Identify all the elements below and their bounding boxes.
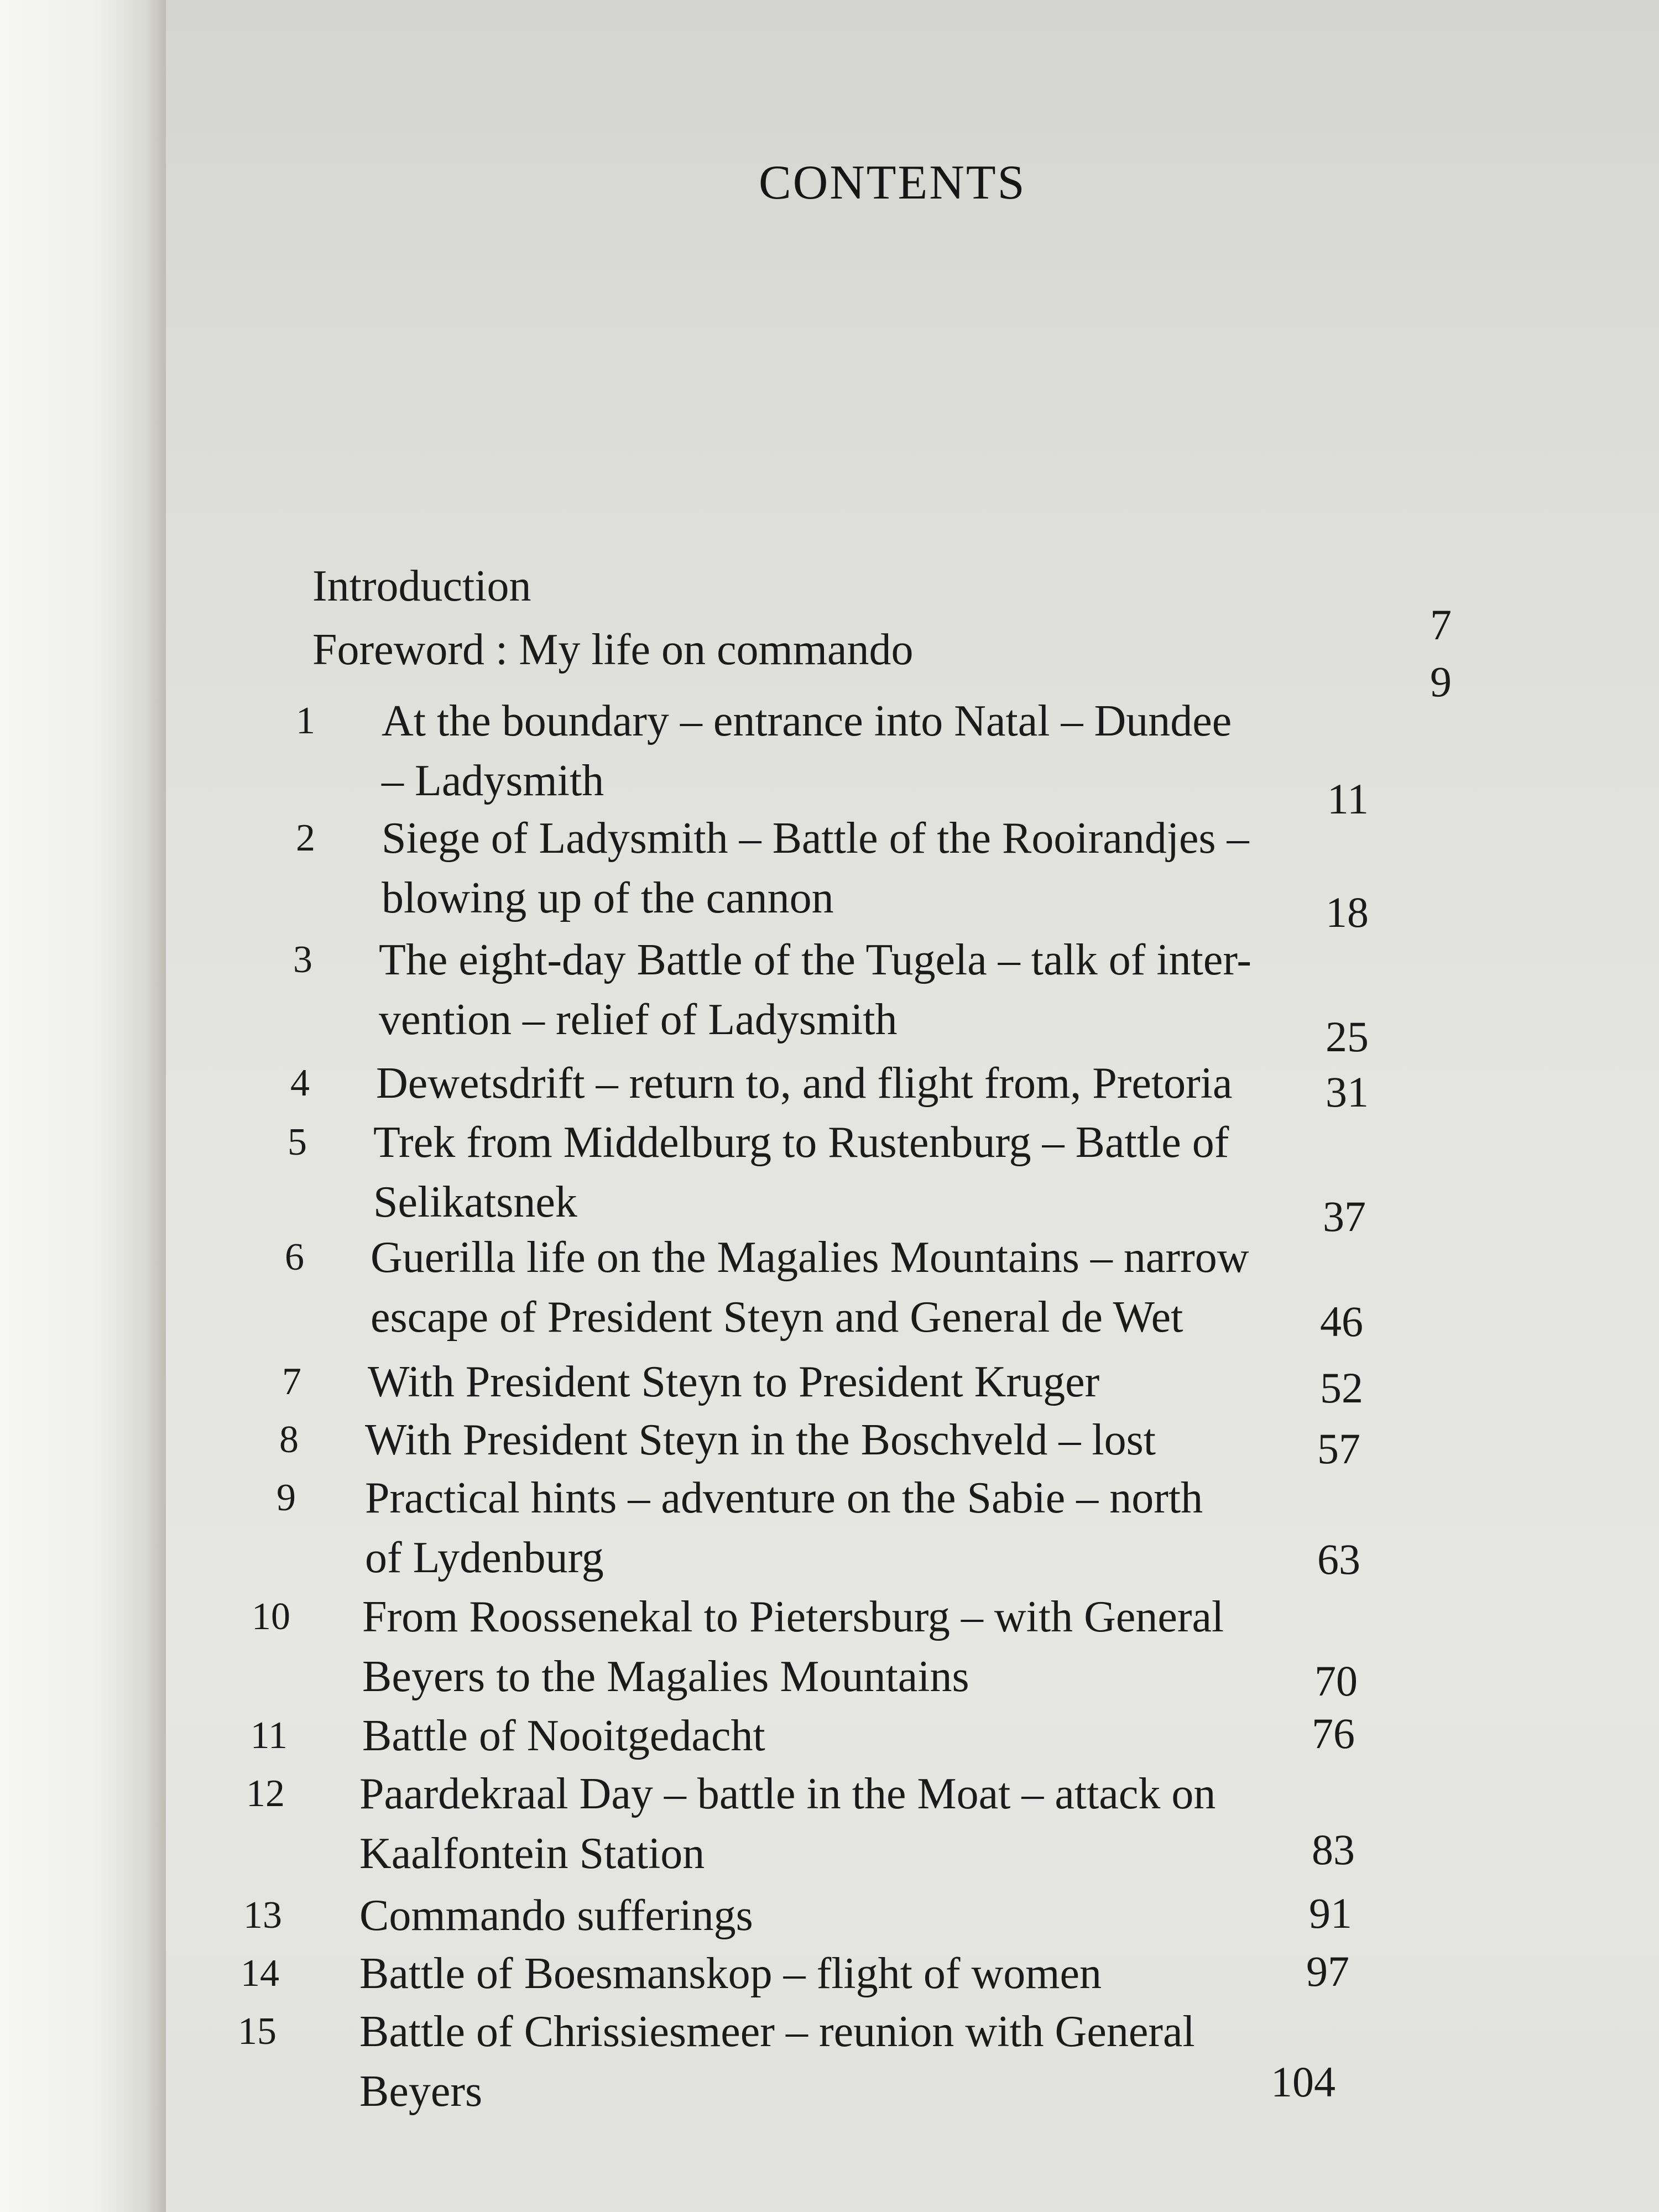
- chapter-title-line: blowing up of the cannon: [382, 874, 834, 922]
- chapter-title-line: Selikatsnek: [373, 1178, 577, 1227]
- chapter-number: 12: [246, 1772, 285, 1815]
- chapter-title-line: From Roossenekal to Pietersburg – with General: [362, 1593, 1224, 1641]
- chapter-number: 2: [296, 817, 315, 859]
- chapter-number: 15: [238, 2010, 276, 2053]
- introduction-title: Introduction: [312, 562, 531, 611]
- chapter-page-number: 37: [1323, 1192, 1366, 1240]
- introduction-page-number: 7: [1430, 601, 1452, 649]
- chapter-title-line: Trek from Middelburg to Rustenburg – Battle of: [373, 1118, 1229, 1167]
- chapter-number: 14: [241, 1952, 279, 1995]
- chapter-number: 11: [250, 1714, 288, 1757]
- chapter-title-line: Guerilla life on the Magalies Mountains – narrow: [371, 1233, 1249, 1282]
- chapter-page-number: 18: [1326, 888, 1369, 936]
- chapter-number: 8: [279, 1418, 299, 1461]
- chapter-title-line: Paardekraal Day – battle in the Moat – attack on: [359, 1770, 1216, 1818]
- chapter-number: 6: [285, 1236, 304, 1279]
- chapter-title-line: Practical hints – adventure on the Sabie – north: [365, 1474, 1203, 1522]
- chapter-page-number: 104: [1271, 2058, 1335, 2106]
- facing-page: [0, 0, 166, 2212]
- chapter-title-line: Beyers: [359, 2067, 483, 2116]
- chapter-title-line: Kaalfontein Station: [359, 1829, 705, 1878]
- chapter-number: 10: [252, 1595, 290, 1638]
- chapter-page-number: 57: [1317, 1425, 1360, 1473]
- chapter-title-line: Beyers to the Magalies Mountains: [362, 1652, 969, 1701]
- chapter-title-line: Dewetsdrift – return to, and flight from, Pretoria: [376, 1059, 1233, 1108]
- chapter-title-line: At the boundary – entrance into Natal – Dundee: [382, 697, 1232, 745]
- chapter-title-line: escape of President Steyn and General de Wet: [371, 1293, 1183, 1342]
- foreword-title: Foreword : My life on commando: [312, 625, 914, 674]
- chapter-page-number: 46: [1320, 1297, 1363, 1345]
- chapter-page-number: 11: [1327, 775, 1369, 823]
- chapter-number: 3: [293, 938, 312, 981]
- chapter-page-number: 91: [1309, 1889, 1352, 1937]
- chapter-number: 4: [290, 1062, 310, 1104]
- chapter-title-line: – Ladysmith: [382, 757, 604, 805]
- chapter-title-line: vention – relief of Ladysmith: [379, 995, 898, 1044]
- page-title: CONTENTS: [759, 156, 1026, 210]
- chapter-title-line: With President Steyn in the Boschveld – lost: [365, 1416, 1156, 1464]
- chapter-number: 7: [282, 1360, 301, 1403]
- chapter-title-line: Siege of Ladysmith – Battle of the Rooirandjes –: [382, 814, 1249, 863]
- chapter-title-line: Battle of Nooitgedacht: [362, 1712, 765, 1760]
- chapter-title-line: The eight-day Battle of the Tugela – talk of inter-: [379, 936, 1252, 984]
- chapter-number: 13: [243, 1894, 282, 1937]
- chapter-page-number: 63: [1317, 1535, 1360, 1583]
- chapter-page-number: 52: [1320, 1364, 1363, 1412]
- chapter-number: 9: [276, 1477, 296, 1519]
- chapter-title-line: Battle of Chrissiesmeer – reunion with General: [359, 2007, 1195, 2056]
- chapter-title-line: of Lydenburg: [365, 1533, 604, 1582]
- chapter-page-number: 70: [1314, 1657, 1358, 1705]
- chapter-page-number: 76: [1312, 1709, 1355, 1757]
- chapter-page-number: 25: [1326, 1013, 1369, 1061]
- chapter-number: 1: [296, 700, 315, 742]
- chapter-title-line: With President Steyn to President Kruger: [368, 1358, 1100, 1406]
- chapter-page-number: 83: [1312, 1825, 1355, 1874]
- chapter-page-number: 31: [1326, 1068, 1369, 1116]
- foreword-page-number: 9: [1430, 658, 1452, 706]
- chapter-title-line: Battle of Boesmanskop – flight of women: [359, 1949, 1102, 1998]
- chapter-page-number: 97: [1306, 1947, 1349, 1995]
- chapter-title-line: Commando sufferings: [359, 1891, 753, 1940]
- chapter-number: 5: [288, 1121, 307, 1164]
